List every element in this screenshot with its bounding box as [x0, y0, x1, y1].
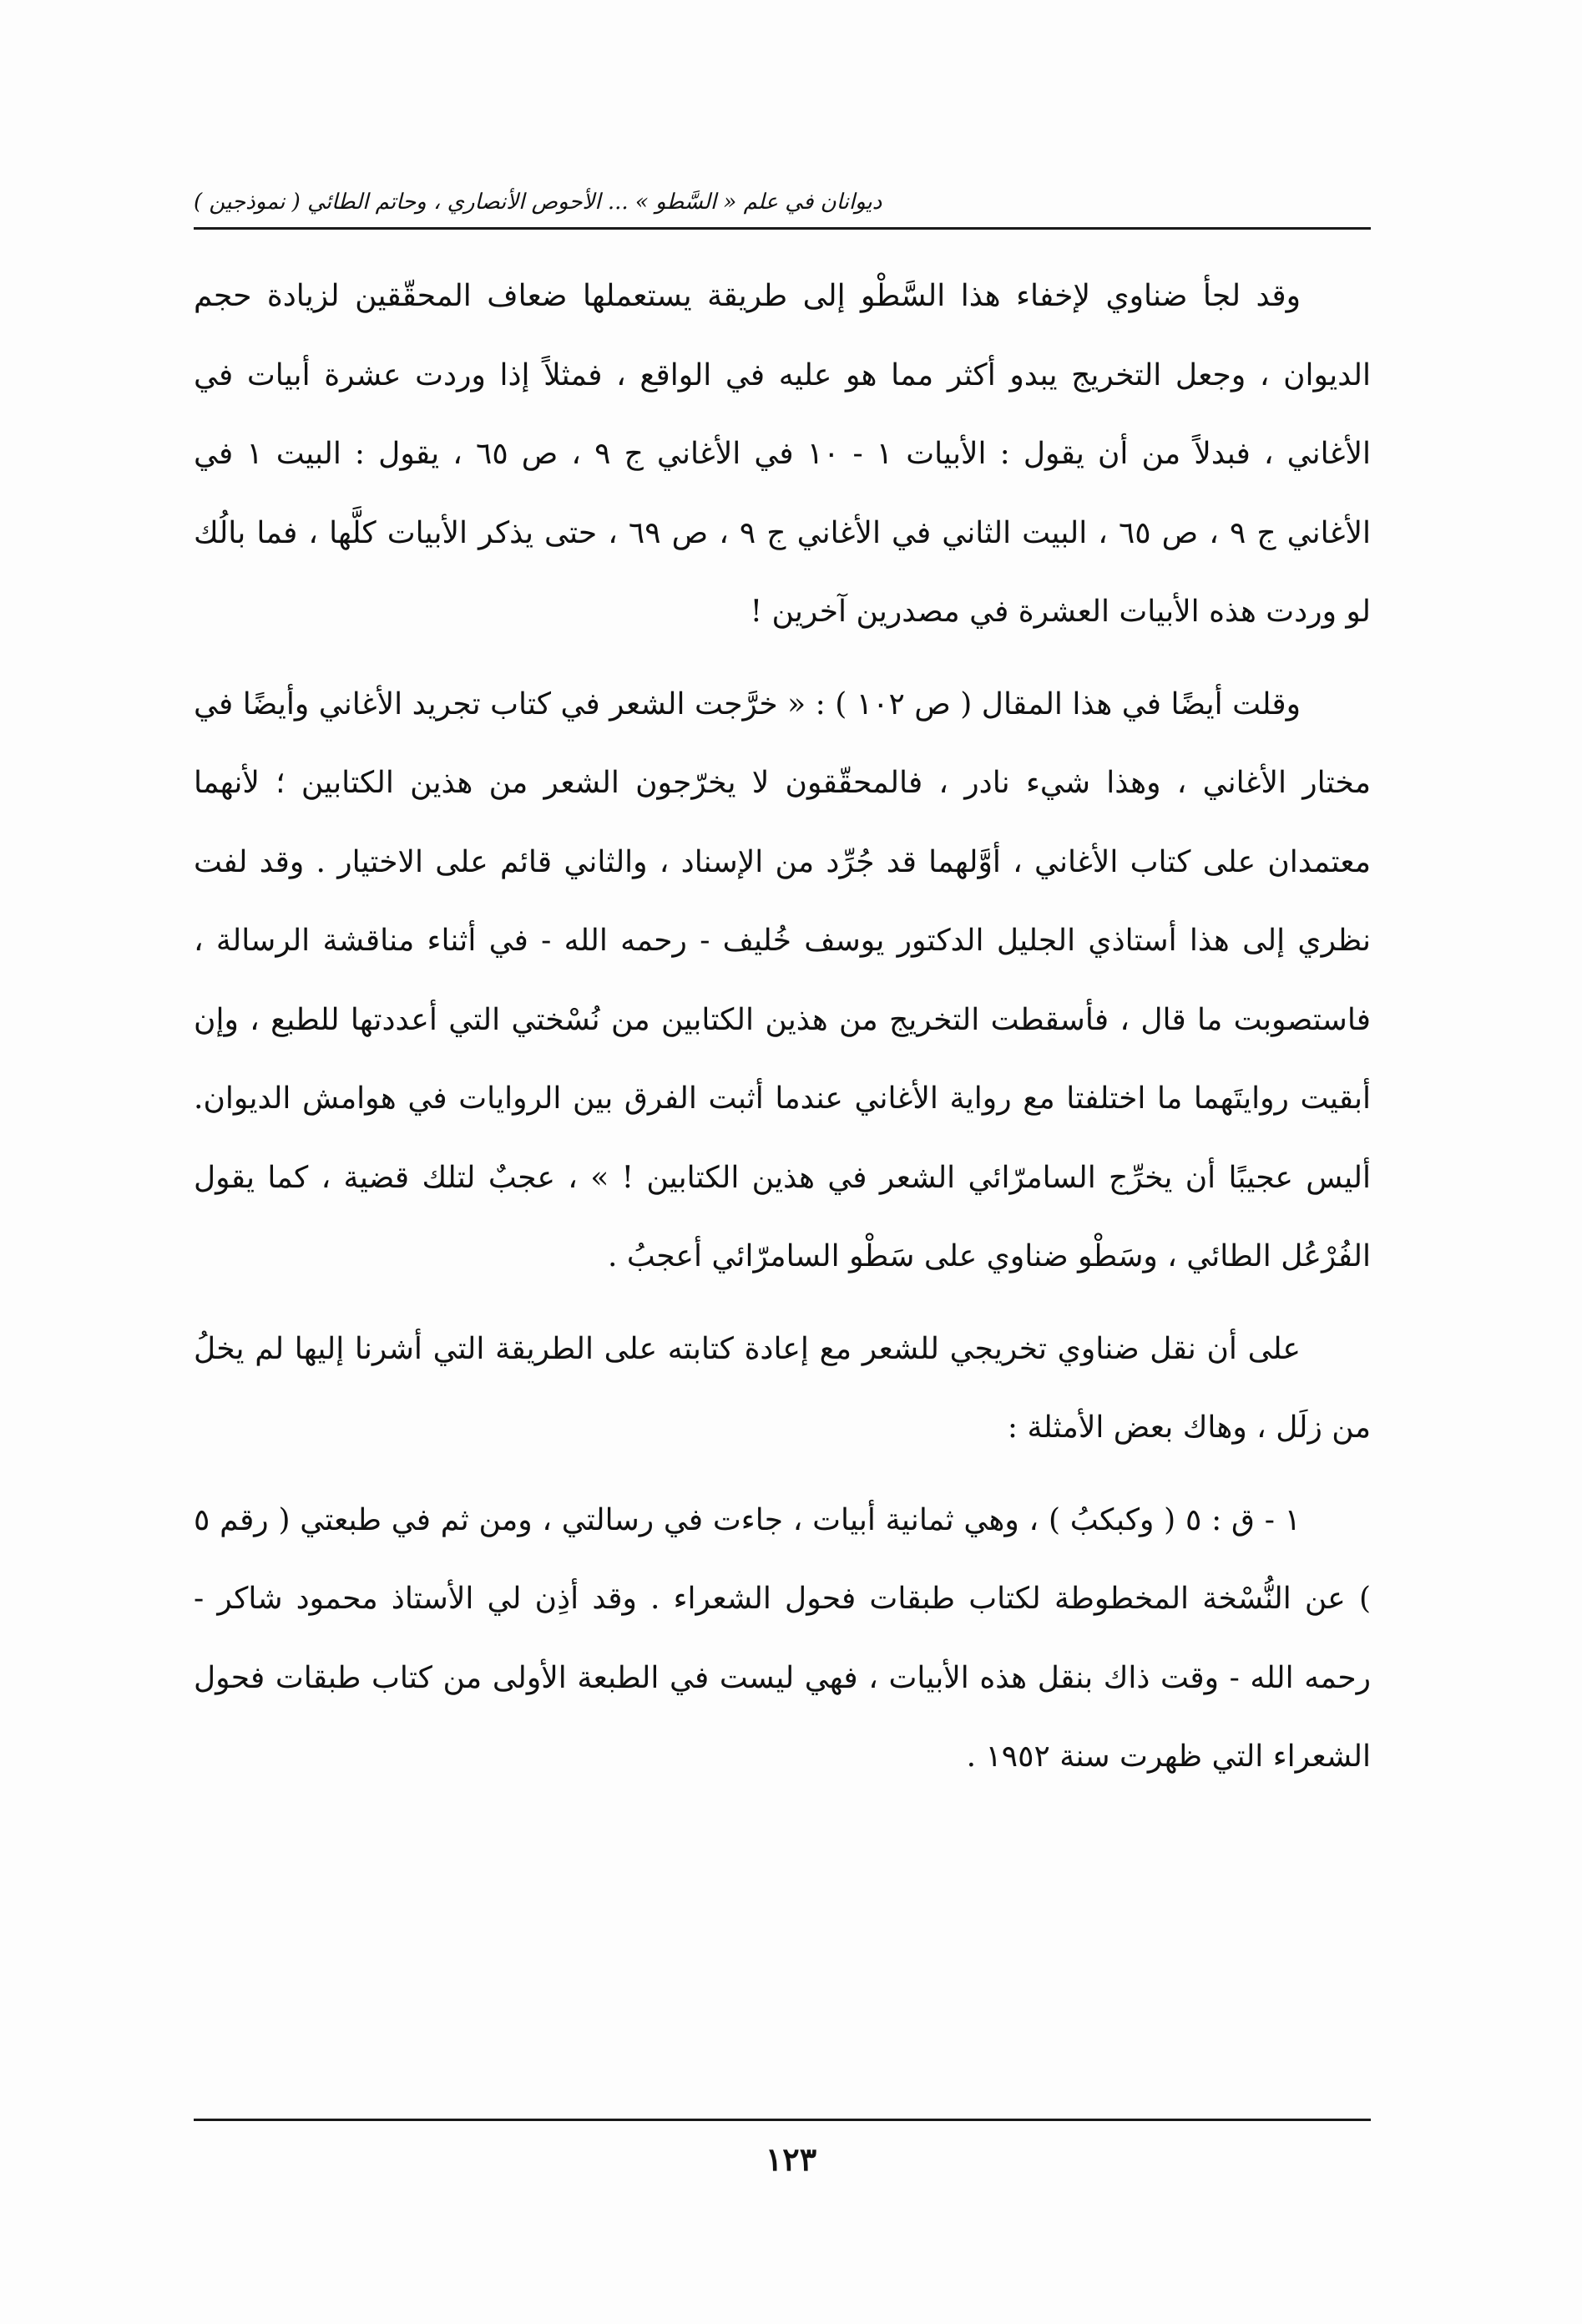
paragraph-1: وقد لجأ ضناوي لإخفاء هذا السَّطْو إلى طريقة يستعملها ضعاف المحقّقين لزيادة حجم الديوان ، وجعل التخريج يبدو أكثر مما هو عليه في الواقع ، فمثلاً إذا وردت عشرة أبيات في الأغاني ، فبدلاً من أن يقول : الأبيات ١ - ١٠ في الأغاني ج ٩ ، ص ٦٥ ، يقول : البيت ١ في الأغاني ج ٩ ، ص ٦٥ ، البيت الثاني في الأغاني ج ٩ ، ص ٦٩ ، حتى يذكر الأبيات كلَّها ، فما بالُك لو وردت هذه الأبيات العشرة في مصدرين آخرين ! [194, 279, 1371, 629]
header-divider [194, 227, 1371, 230]
page-number: ١٢٣ [765, 2140, 817, 2178]
running-header-title: ديوانان في علم « السَّطو » ... الأحوص الأنصاري ، وحاتم الطائي ( نموذجين ) [194, 190, 882, 215]
paragraph-4: ١ - ق : ٥ ( وكبكبُ ) ، وهي ثمانية أبيات ، جاءت في رسالتي ، ومن ثم في طبعتي ( رقم ٥ ) عن النُّسْخة المخطوطة لكتاب طبقات فحول الشعراء . وقد أذِن لي الأستاذ محمود شاكر - رحمه الله - وقت ذاك بنقل هذه الأبيات ، فهي ليست في الطبعة الأولى من كتاب طبقات فحول الشعراء التي ظهرت سنة ١٩٥٢ . [194, 1502, 1371, 1774]
paragraph-3: على أن نقل ضناوي تخريجي للشعر مع إعادة كتابته على الطريقة التي أشرنا إليها لم يخلُ من زلَل ، وهاك بعض الأمثلة : [194, 1331, 1371, 1445]
footer-divider [194, 2119, 1371, 2121]
page-body [194, 257, 1371, 1797]
paragraph-2: وقلت أيضًا في هذا المقال ( ص ١٠٢ ) : « خرَّجت الشعر في كتاب تجريد الأغاني وأيضًا في مختار الأغاني ، وهذا شيء نادر ، فالمحقّقون لا يخرّجون الشعر من هذين الكتابين ؛ لأنهما معتمدان على كتاب الأغاني ، أوَّلهما قد جُرِّد من الإسناد ، والثاني قائم على الاختيار . وقد لفت نظري إلى هذا أستاذي الجليل الدكتور يوسف خُليف - رحمه الله - في أثناء مناقشة الرسالة ، فاستصوبت ما قال ، فأسقطت التخريج من هذين الكتابين من نُسْختي التي أعددتها للطبع ، وإن أبقيت روايتَهما ما اختلفتا مع رواية الأغاني عندما أثبت الفرق بين الروايات في هوامش الديوان. أليس عجيبًا أن يخرِّج السامرّائي الشعر في هذين الكتابين ! » ، عجبٌ لتلك قضية ، كما يقول الفُرْعُل الطائي ، وسَطْو ضناوي على سَطْو السامرّائي أعجبُ . [194, 686, 1371, 1273]
